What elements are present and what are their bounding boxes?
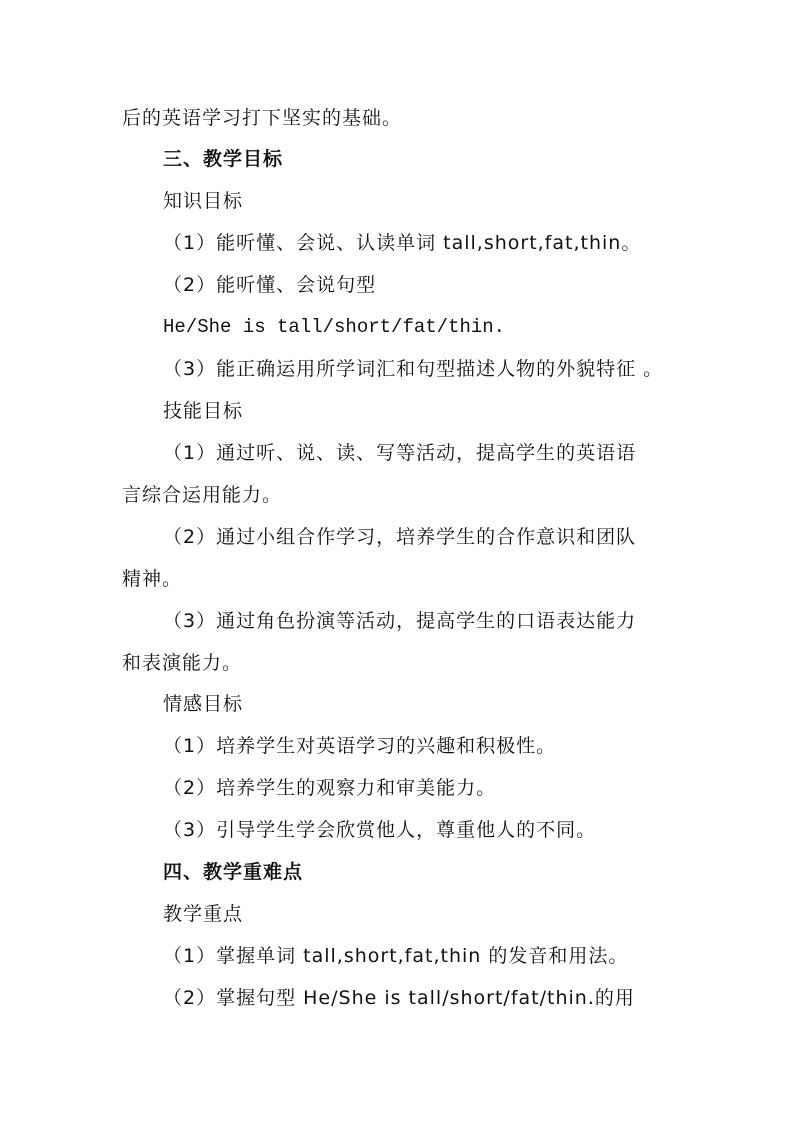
text-line: （2）掌握句型 He/She is tall/short/fat/thin.的用 <box>163 987 635 1009</box>
section-heading: 三、教学目标 <box>163 148 284 170</box>
text-line: （3）能正确运用所学词汇和句型描述人物的外貌特征 。 <box>163 358 664 380</box>
text-line: 后的英语学习打下坚实的基础。 <box>122 107 403 129</box>
text-line: （3）引导学生学会欣赏他人，尊重他人的不同。 <box>163 819 597 841</box>
text-line: （1）培养学生对英语学习的兴趣和积极性。 <box>163 735 557 757</box>
text-line: （1）通过听、说、读、写等活动，提高学生的英语语 <box>163 442 637 464</box>
subheading: 情感目标 <box>163 693 244 715</box>
section-heading: 四、教学重难点 <box>163 861 304 883</box>
text-line: 精神。 <box>122 568 183 590</box>
subheading: 教学重点 <box>163 903 244 925</box>
text-line: （1）掌握单词 tall,short,fat,thin 的发音和用法。 <box>163 945 629 967</box>
text-line: （3）通过角色扮演等活动，提高学生的口语表达能力 <box>163 610 637 632</box>
subheading: 技能目标 <box>163 400 244 422</box>
text-line: 言综合运用能力。 <box>122 484 283 506</box>
text-line: （1）能听懂、会说、认读单词 tall,short,fat,thin。 <box>163 232 642 254</box>
text-line: He/She is tall/short/fat/thin. <box>163 316 506 338</box>
text-line: （2）能听懂、会说句型 <box>163 274 377 296</box>
subheading: 知识目标 <box>163 190 244 212</box>
text-line: （2）培养学生的观察力和审美能力。 <box>163 777 497 799</box>
text-line: 和表演能力。 <box>122 652 243 674</box>
text-line: （2）通过小组合作学习，培养学生的合作意识和团队 <box>163 526 637 548</box>
